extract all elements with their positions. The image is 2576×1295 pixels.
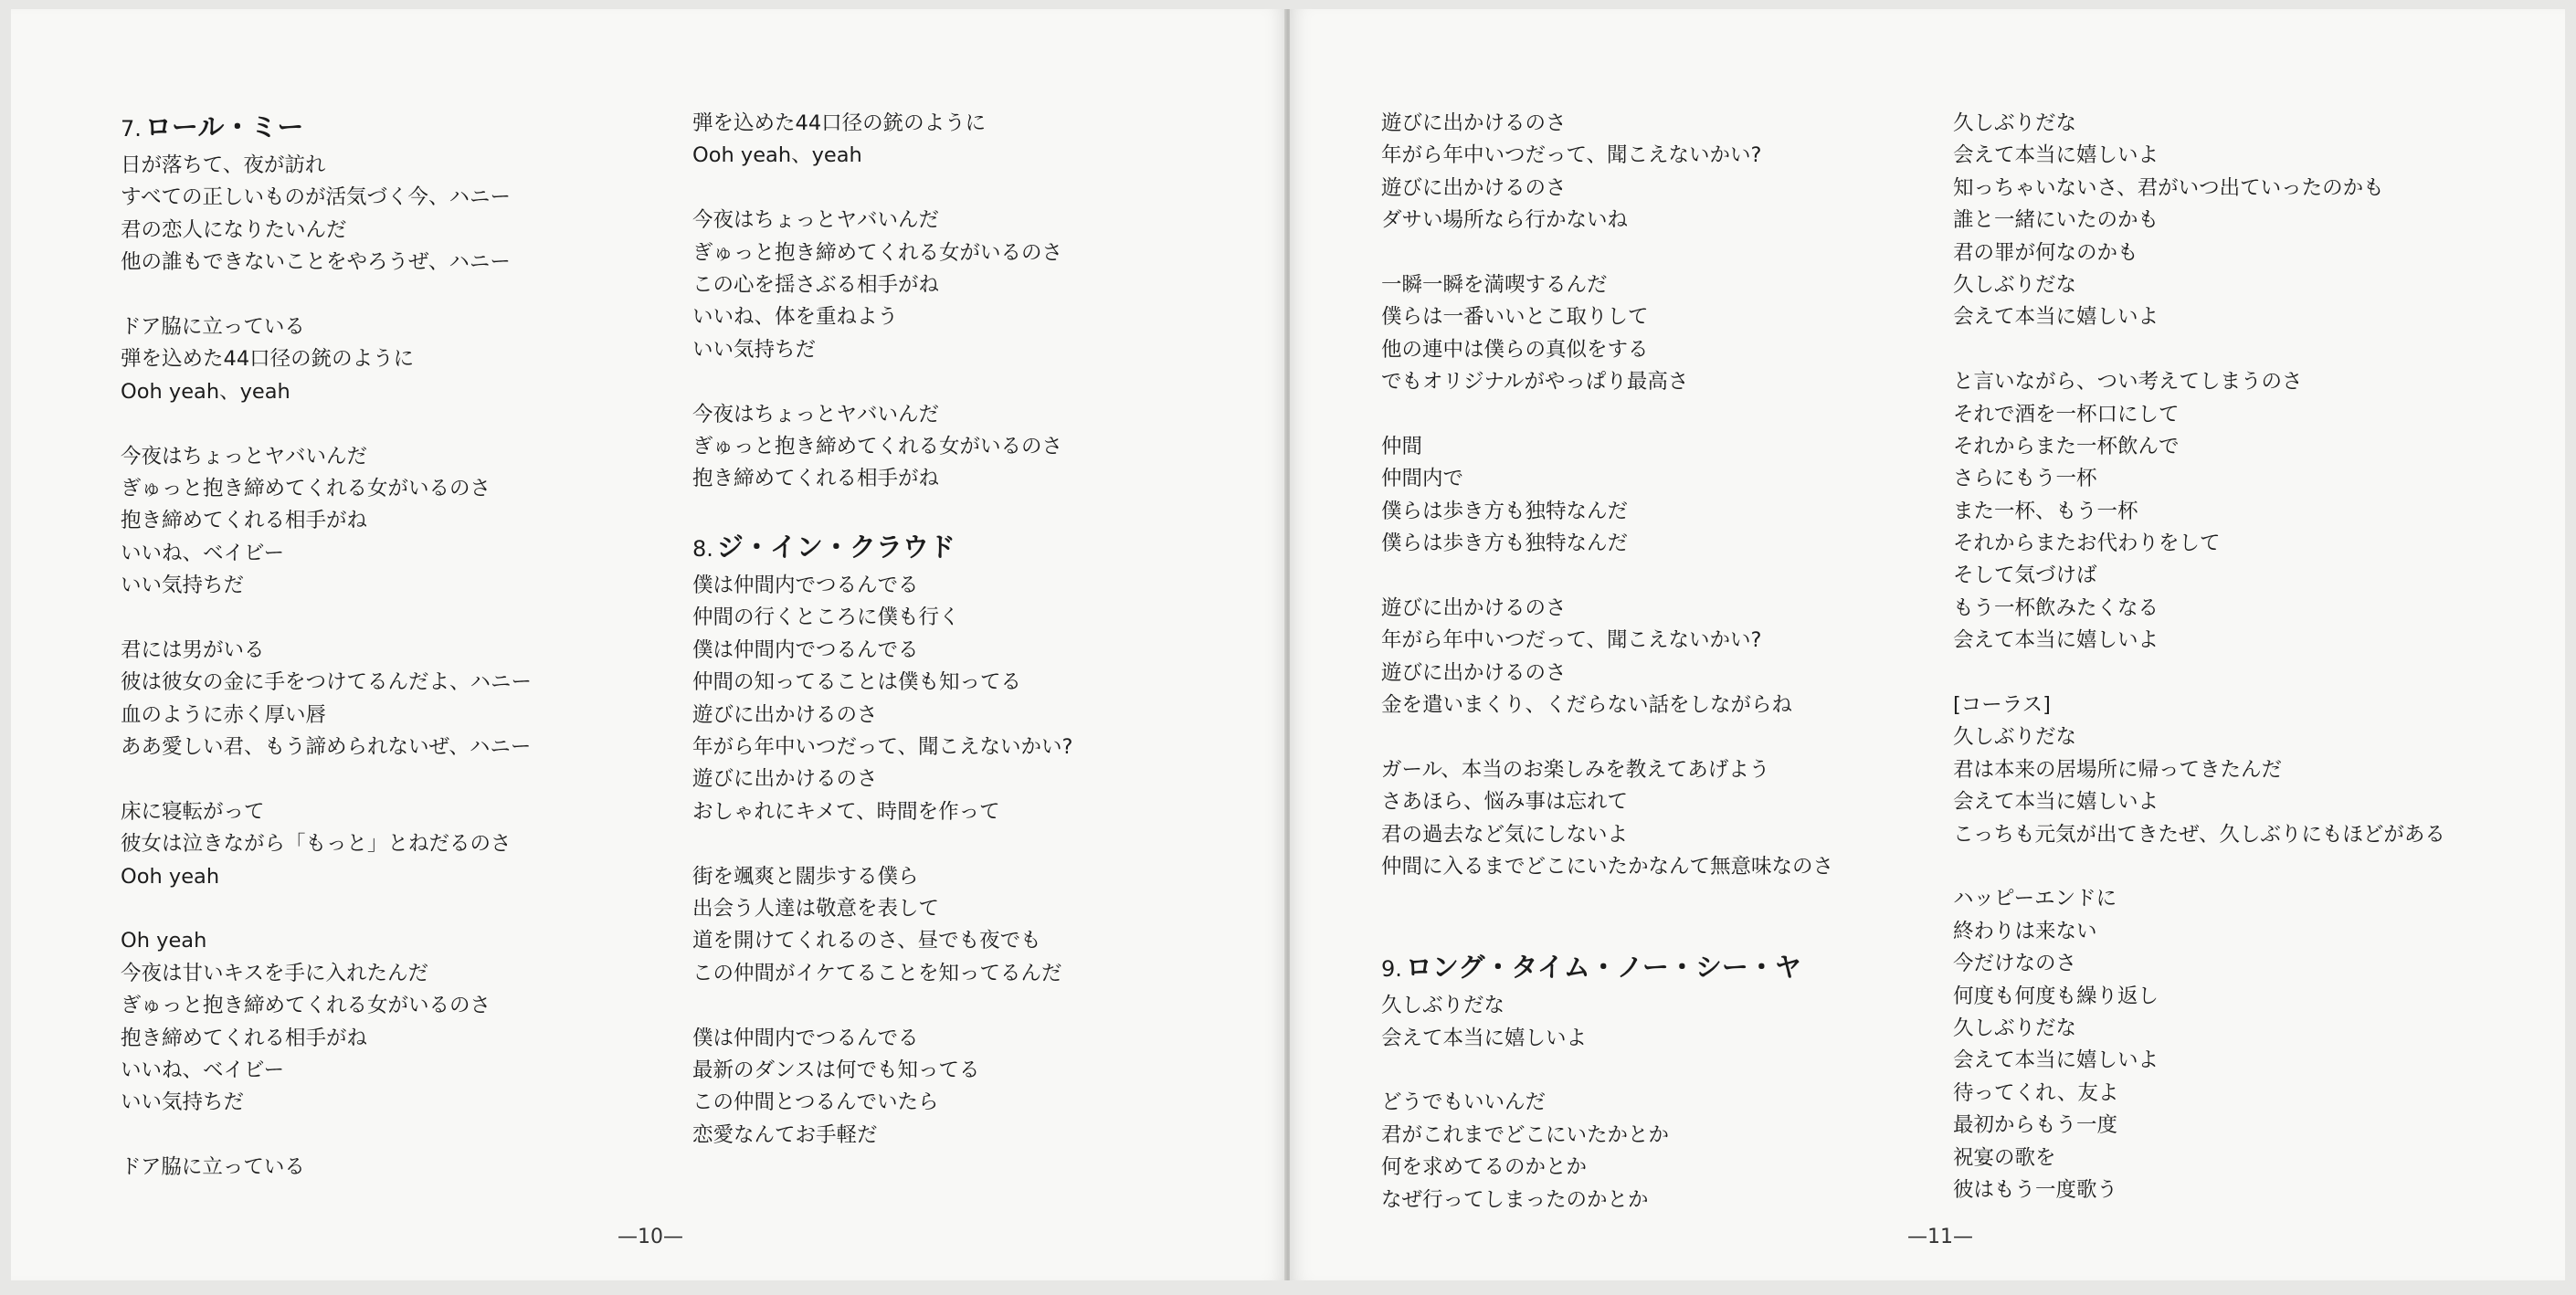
lyrics-column-3: [1381, 108, 1948, 1216]
lyric-line: 遊びに出かけるのさ: [692, 702, 878, 727]
lyric-line: 金を遣いまくり、くだらない話をしながらね: [1381, 693, 1793, 718]
stanza-break: [1953, 658, 2519, 690]
stanza-break: [121, 279, 687, 311]
lyric-line: 遊びに出かけるのさ: [692, 767, 878, 792]
lyric-line: 会えて本当に嬉しいよ: [1381, 1026, 1588, 1050]
lyric-line: 待ってくれ、友よ: [1953, 1080, 2119, 1105]
lyric-line: すべての正しいものが活気づく今、ハニー: [121, 185, 512, 210]
lyric-line: それからまたお代わりをして: [1953, 532, 2221, 556]
stanza-break: [692, 828, 1259, 860]
lyric-line: 他の連中は僕らの真似をする: [1381, 337, 1649, 362]
lyric-line: 日が落ちて、夜が訪れ: [121, 153, 326, 177]
lyric-line: ぎゅっと抱き締めてくれる女がいるのさ: [692, 240, 1063, 265]
stanza-break: [1953, 851, 2519, 883]
stanza-break: [121, 408, 687, 440]
lyric-line: ぎゅっと抱き締めてくれる女がいるのさ: [121, 476, 491, 500]
lyric-line: [コーラス]: [1953, 693, 2051, 718]
lyric-line: おしゃれにキメて、時間を作って: [692, 799, 1000, 824]
stanza-break: [692, 173, 1259, 205]
stanza-break: [692, 496, 1259, 528]
lyric-line: どうでもいいんだ: [1381, 1090, 1547, 1115]
lyric-line: それで酒を一杯口にして: [1953, 402, 2180, 426]
lyric-line: 君の罪が何なのかも: [1953, 240, 2138, 265]
lyric-line: 会えて本当に嬉しいよ: [1953, 1048, 2159, 1073]
lyric-line: いいね、体を重ねよう: [692, 305, 899, 330]
lyric-line: 年がら年中いつだって、聞こえないかい?: [1381, 628, 1762, 653]
stanza-break: [1381, 883, 1948, 915]
lyric-line: 仲間の知ってることは僕も知ってる: [692, 670, 1022, 695]
song-number: 9.: [1381, 956, 1402, 983]
lyric-line: 久しぶりだな: [1953, 272, 2077, 297]
stanza-break: [121, 602, 687, 634]
lyric-line: 久しぶりだな: [1953, 725, 2077, 750]
lyric-line: でもオリジナルがやっぱり最高さ: [1381, 370, 1689, 395]
lyric-line: いいね、ベイビー: [121, 541, 285, 565]
lyric-line: 君の過去など気にしないよ: [1381, 822, 1629, 847]
lyric-line: ハッピーエンドに: [1953, 887, 2117, 911]
lyric-line: それからまた一杯飲んで: [1953, 434, 2180, 458]
song-title: [692, 524, 1259, 570]
lyric-line: 弾を込めた44口径の銃のように: [121, 347, 415, 372]
lyric-line: 会えて本当に嬉しいよ: [1953, 790, 2159, 815]
lyric-line: 会えて本当に嬉しいよ: [1953, 305, 2159, 330]
lyric-line: この心を揺さぶる相手がね: [692, 272, 940, 297]
lyric-line: ガール、本当のお楽しみを教えてあげよう: [1381, 757, 1770, 782]
lyric-line: 君は本来の居場所に帰ってきたんだ: [1953, 757, 2283, 782]
lyrics-column-4: [1953, 108, 2519, 1206]
song-title-text: ジ・イン・クラウド: [716, 532, 955, 563]
song-title: [1381, 944, 1948, 990]
lyric-line: 仲間の行くところに僕も行く: [692, 605, 960, 630]
stanza-break: [692, 366, 1259, 398]
stanza-break: [1381, 237, 1948, 269]
lyric-line: 会えて本当に嬉しいよ: [1953, 143, 2159, 168]
lyric-line: ドア脇に立っている: [121, 314, 305, 339]
lyric-line: 年がら年中いつだって、聞こえないかい?: [1381, 143, 1762, 168]
lyric-line: 君には男がいる: [121, 637, 265, 662]
lyric-line: と言いながら、つい考えてしまうのさ: [1953, 370, 2303, 395]
lyric-line: 抱き締めてくれる相手がね: [692, 467, 940, 491]
lyric-line: 抱き締めてくれる相手がね: [121, 509, 368, 533]
lyric-line: 誰と一緒にいたのかも: [1953, 208, 2159, 233]
lyric-line: 会えて本当に嬉しいよ: [1953, 628, 2159, 653]
lyric-line: 何度も何度も繰り返し: [1953, 984, 2159, 1008]
lyric-line: 抱き締めてくれる相手がね: [121, 1026, 368, 1050]
lyric-line: 遊びに出かけるのさ: [1381, 175, 1567, 200]
lyric-line: 僕は仲間内でつるんでる: [692, 1026, 919, 1050]
lyric-line: 最新のダンスは何でも知ってる: [692, 1058, 980, 1082]
lyric-line: 血のように赤く厚い唇: [121, 702, 327, 727]
lyric-line: 街を颯爽と闊歩する僕ら: [692, 864, 919, 889]
lyric-line: 君の恋人になりたいんだ: [121, 217, 347, 242]
stanza-break: [121, 893, 687, 925]
lyric-line: ぎゅっと抱き締めてくれる女がいるのさ: [692, 434, 1063, 458]
song-title: [121, 104, 687, 150]
lyric-line: 弾を込めた44口径の銃のように: [692, 111, 987, 135]
stanza-break: [121, 1120, 687, 1152]
stanza-break: [1953, 334, 2519, 366]
stanza-break: [1381, 560, 1948, 592]
song-title-text: ロール・ミー: [144, 111, 304, 142]
left-page: [11, 9, 1286, 1280]
lyric-line: Ooh yeah、yeah: [692, 143, 862, 168]
song-title-text: ロング・タイム・ノー・シー・ヤ: [1405, 952, 1801, 984]
lyric-line: 最初からもう一度: [1953, 1113, 2118, 1138]
lyric-line: また一杯、もう一杯: [1953, 499, 2138, 523]
lyric-line: そして気づけば: [1953, 563, 2097, 588]
lyric-line: さあほら、悩み事は忘れて: [1381, 790, 1629, 815]
lyric-line: ぎゅっと抱き締めてくれる女がいるのさ: [121, 994, 491, 1018]
lyric-line: 僕らは歩き方も独特なんだ: [1381, 499, 1629, 523]
lyric-line: いい気持ちだ: [121, 1090, 245, 1115]
lyric-line: 仲間: [1381, 434, 1423, 458]
lyric-line: 祝宴の歌を: [1953, 1145, 2056, 1170]
stanza-break: [1381, 721, 1948, 753]
lyric-line: ダサい場所なら行かないね: [1381, 208, 1629, 233]
lyrics-column-2: [692, 108, 1259, 1152]
lyric-line: 床に寝転がって: [121, 799, 265, 824]
lyric-line: ああ愛しい君、もう諦められないぜ、ハニー: [121, 735, 532, 760]
lyric-line: Oh yeah: [121, 929, 207, 953]
lyric-line: この仲間とつるんでいたら: [692, 1090, 939, 1115]
lyric-line: 一瞬一瞬を満喫するんだ: [1381, 272, 1608, 297]
lyric-line: 道を開けてくれるのさ、昼でも夜でも: [692, 929, 1041, 953]
lyric-line: 僕らは一番いいとこ取りして: [1381, 305, 1649, 330]
lyric-line: いいね、ベイビー: [121, 1058, 285, 1082]
lyric-line: 他の誰もできないことをやろうぜ、ハニー: [121, 250, 511, 275]
page-number-left: —10—: [618, 1226, 683, 1248]
lyric-line: 今だけなのさ: [1953, 952, 2077, 976]
lyrics-column-1: [121, 108, 687, 1184]
lyric-line: 遊びに出かけるのさ: [1381, 660, 1567, 685]
lyric-line: 仲間に入るまでどこにいたかなんて無意味なのさ: [1381, 854, 1834, 879]
page-number-right: —11—: [1907, 1226, 1973, 1248]
lyric-line: 久しぶりだな: [1953, 1016, 2077, 1040]
lyric-line: 彼はもう一度歌う: [1953, 1177, 2118, 1202]
lyric-line: 仲間内で: [1381, 467, 1464, 491]
lyric-line: この仲間がイケてることを知ってるんだ: [692, 961, 1062, 985]
stanza-break: [1381, 1055, 1948, 1087]
lyric-line: 久しぶりだな: [1953, 111, 2077, 135]
stanza-break: [121, 763, 687, 795]
lyric-line: いい気持ちだ: [692, 337, 817, 362]
lyric-line: Ooh yeah: [121, 864, 220, 889]
lyric-line: 君がこれまでどこにいたかとか: [1381, 1122, 1670, 1147]
song-number: 8.: [692, 536, 713, 563]
lyric-line: 終わりは来ない: [1953, 919, 2097, 943]
lyric-line: なぜ行ってしまったのかとか: [1381, 1187, 1649, 1212]
right-page: [1290, 9, 2565, 1280]
lyric-line: 彼は彼女の金に手をつけてるんだよ、ハニー: [121, 670, 533, 695]
lyric-line: Ooh yeah、yeah: [121, 379, 290, 404]
lyric-line: 知っちゃいないさ、君がいつ出ていったのかも: [1953, 175, 2384, 200]
lyric-line: こっちも元気が出てきたぜ、久しぶりにもほどがある: [1953, 822, 2445, 847]
lyric-line: 出会う人達は敬意を表して: [692, 896, 940, 921]
lyric-line: 恋愛なんてお手軽だ: [692, 1122, 878, 1147]
lyric-line: 彼女は泣きながら「もっと」とねだるのさ: [121, 832, 512, 857]
lyric-line: 僕は仲間内でつるんでる: [692, 574, 919, 598]
lyric-line: 年がら年中いつだって、聞こえないかい?: [692, 735, 1073, 760]
lyric-line: 今夜はちょっとヤバいんだ: [692, 402, 940, 426]
stanza-break: [692, 990, 1259, 1022]
lyric-line: 僕らは歩き方も独特なんだ: [1381, 532, 1629, 556]
lyric-line: 何を求めてるのかとか: [1381, 1155, 1588, 1180]
lyric-line: 今夜はちょっとヤバいんだ: [692, 208, 940, 233]
lyric-line: 遊びに出かけるのさ: [1381, 595, 1567, 620]
lyric-line: 僕は仲間内でつるんでる: [692, 637, 919, 662]
lyric-line: 久しぶりだな: [1381, 994, 1505, 1018]
song-number: 7.: [121, 116, 142, 142]
stanza-break: [1381, 399, 1948, 431]
stanza-break: [1381, 916, 1948, 948]
lyric-line: 今夜はちょっとヤバいんだ: [121, 444, 368, 469]
lyric-line: 今夜は甘いキスを手に入れたんだ: [121, 961, 429, 985]
lyric-line: 遊びに出かけるのさ: [1381, 111, 1567, 135]
lyric-line: ドア脇に立っている: [121, 1155, 305, 1180]
lyric-line: もう一杯飲みたくなる: [1953, 595, 2159, 620]
lyric-line: さらにもう一杯: [1953, 467, 2097, 491]
lyric-line: いい気持ちだ: [121, 574, 245, 598]
